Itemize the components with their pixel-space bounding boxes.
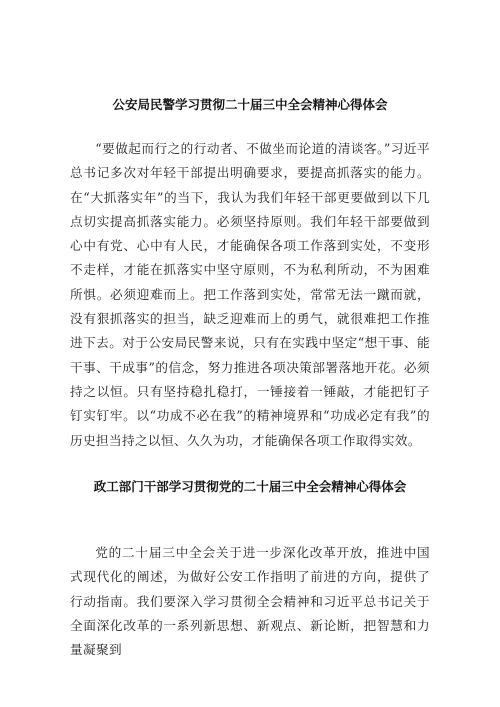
article-title-2: 政工部门干部学习贯彻党的二十届三中全会精神心得体会 <box>93 479 407 494</box>
article-body <box>70 137 430 453</box>
article-body-2 <box>70 541 430 662</box>
body-paragraph: “要做起而行之的行动者、不做坐而论道的清谈客。”习近平总书记多次对年轻干部提出明确要求，要提高抓落实的能力。在“大抓落实年”的当下，我认为我们年轻干部更要做到以下几点切实提高抓落实能力。必须坚持原则。我们年轻干部要做到心中有党、心中有人民，才能确保各项工作落到实处，不变形不走样，才能在抓落实中坚守原则，不为私利所动，不为困难所惧。必须迎难而上。把工作落到实处，常常无法一蹴而就，没有狠抓落实的担当，缺乏迎难而上的勇气，就很难把工作推进下去。对于公安局民警来说，只有在实践中坚定“想干事、能干事、干成事”的信念，努力推进各项决策部署落地开花。必须持之以恒。只有坚持稳扎稳打，一锤接着一锤敲，才能把钉子钉实钉牢。以“功成不必在我”的精神境界和“功成必定有我”的历史担当持之以恒、久久为功，才能确保各项工作取得实效。 <box>70 141 430 448</box>
body-paragraph-2: 党的二十届三中全会关于进一步深化改革开放，推进中国式现代化的阐述，为做好公安工作指明了前进的方向，提供了行动指南。我们要深入学习贯彻全会精神和习近平总书记关于全面深化改革的一系列新思想、新观点、新论断，把智慧和力量凝聚到 <box>70 545 430 658</box>
article-title: 公安局民警学习贯彻二十届三中全会精神心得体会 <box>112 97 388 112</box>
